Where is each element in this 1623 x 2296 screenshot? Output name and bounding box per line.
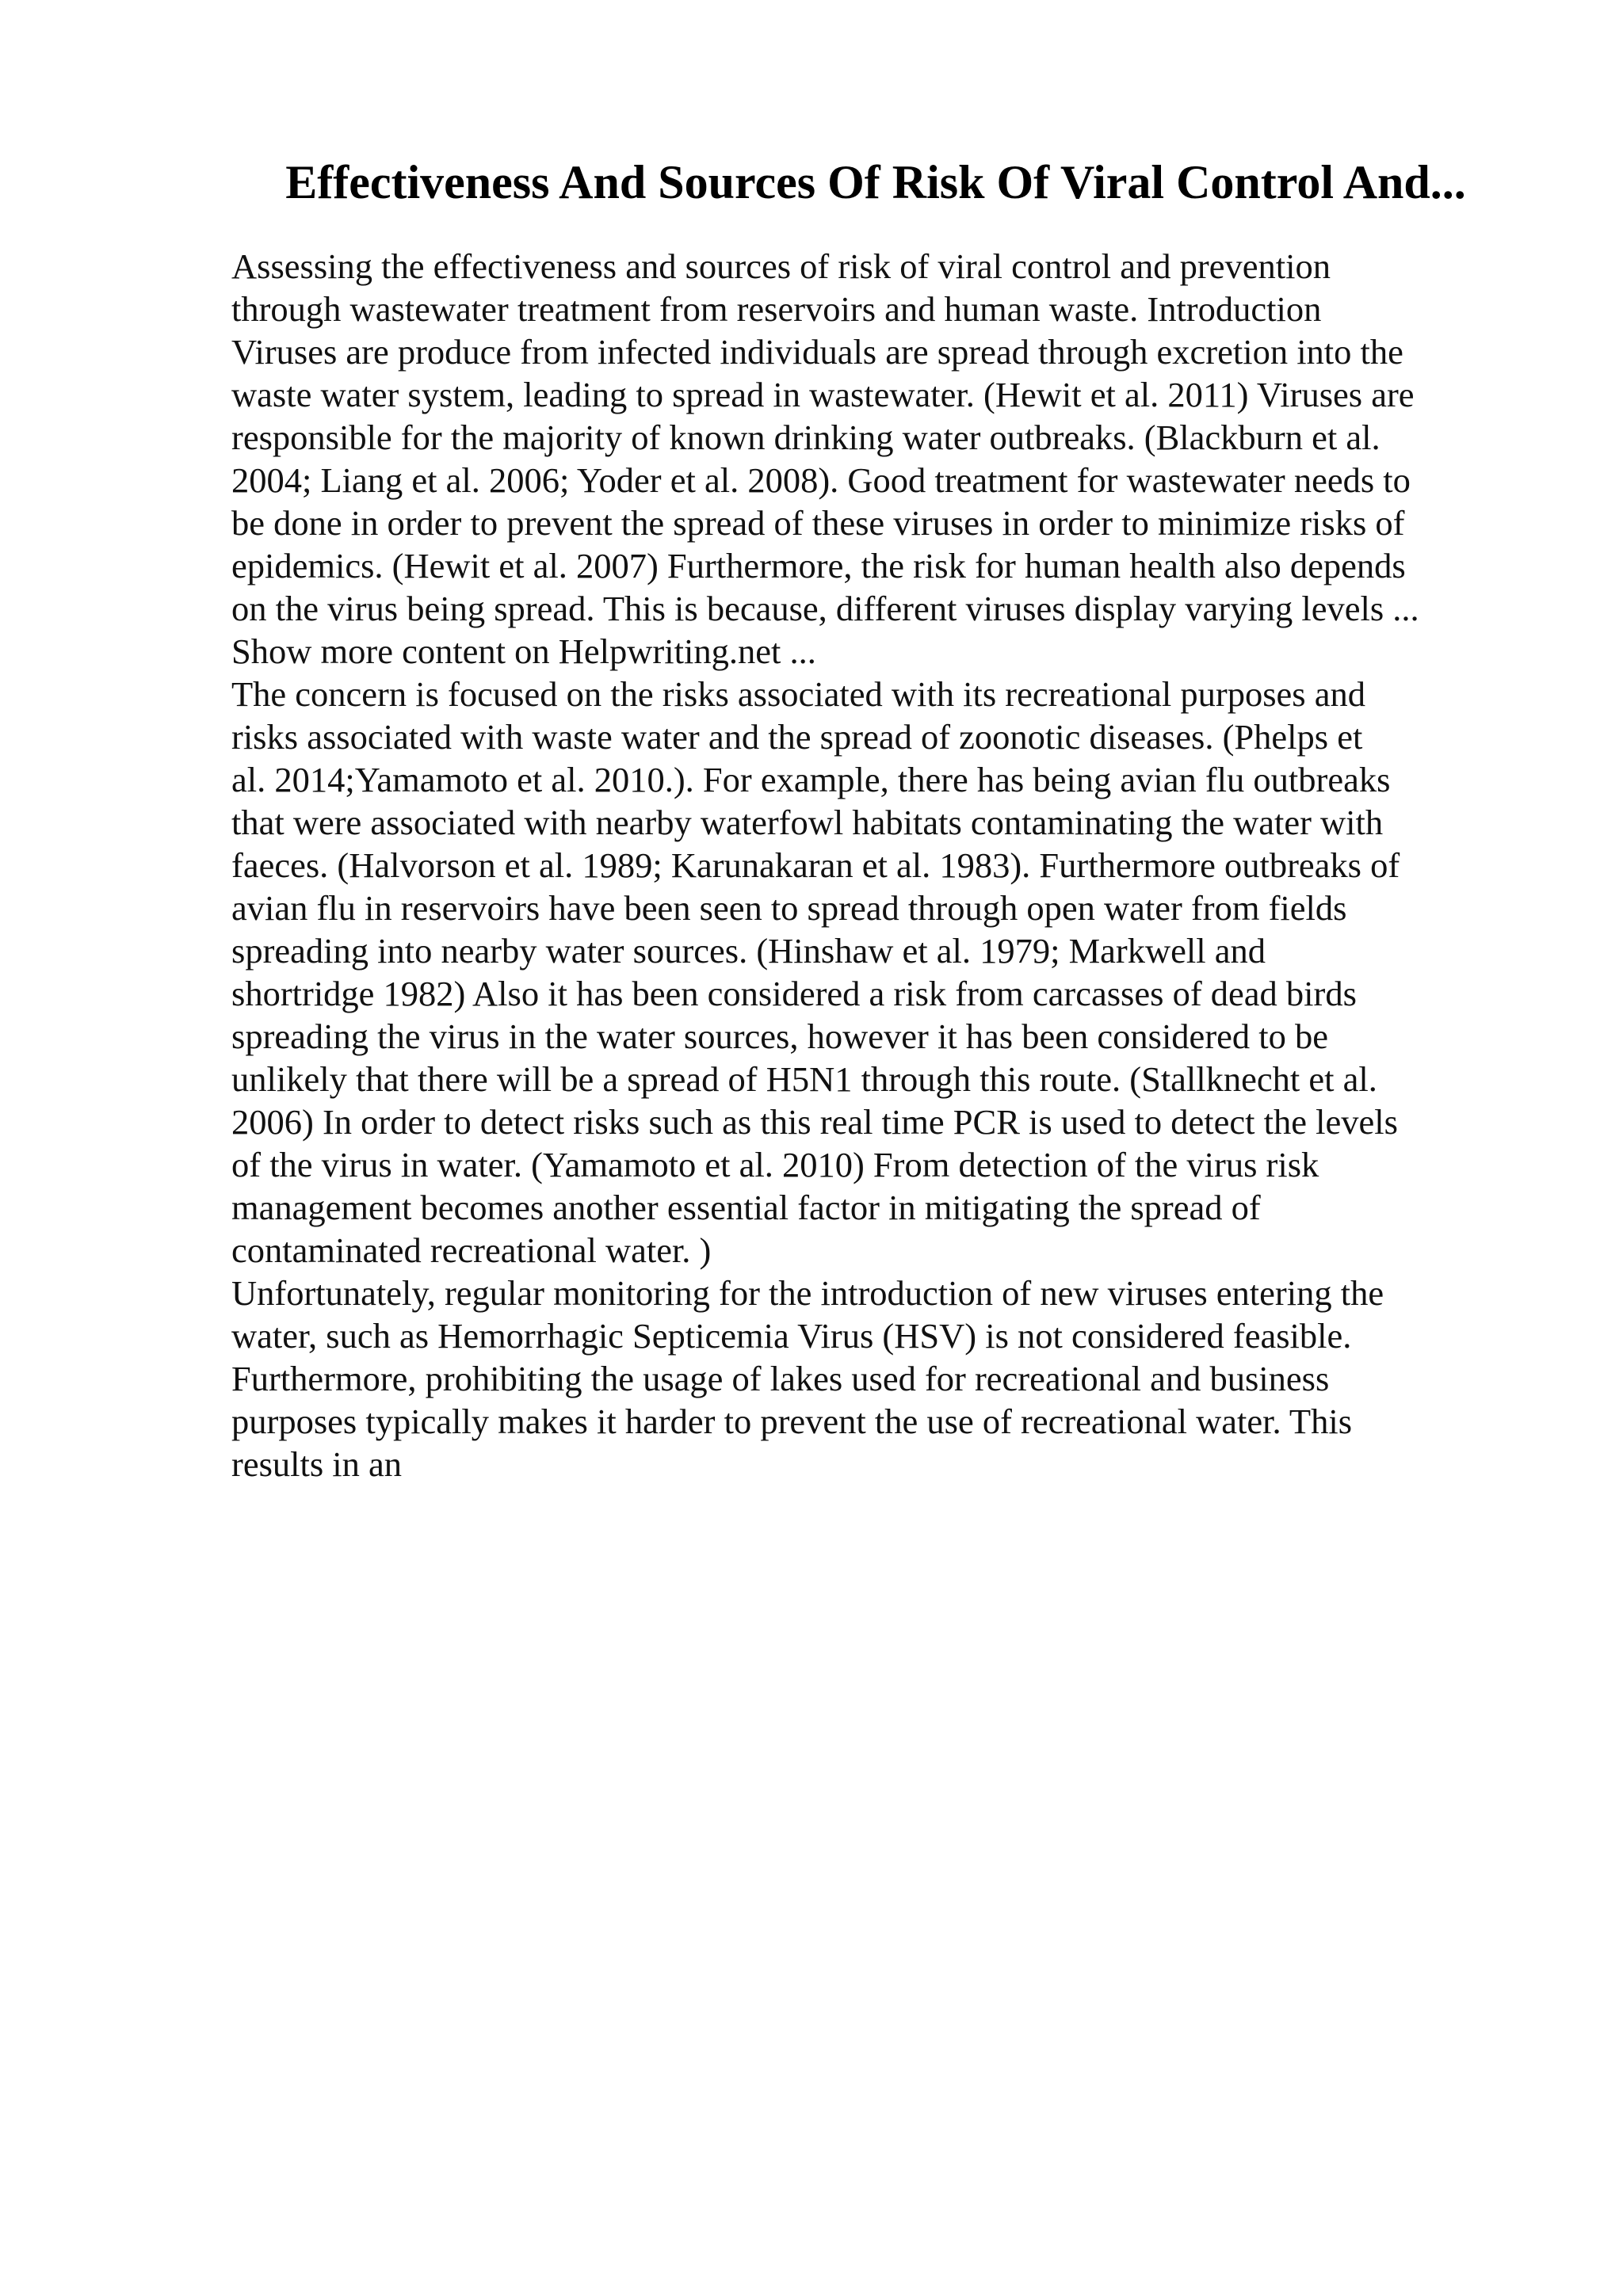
text-line: spreading into nearby water sources. (Hinshaw et al. 1979; Markwell and [231,931,1266,971]
text-line: purposes typically makes it harder to prevent the use of recreational water. This [231,1402,1353,1441]
text-line: Furthermore, prohibiting the usage of lakes used for recreational and business [231,1359,1330,1398]
text-line: spreading the virus in the water sources, however it has been considered to be [231,1016,1328,1056]
text-line: faeces. (Halvorson et al. 1989; Karunakaran et al. 1983). Furthermore outbreaks of [231,845,1400,885]
text-line: avian flu in reservoirs have been seen to spread through open water from fields [231,888,1347,928]
text-line: Unfortunately, regular monitoring for the introduction of new viruses entering the [231,1273,1384,1313]
text-line: contaminated recreational water. ) [231,1230,712,1270]
text-line: al. 2014;Yamamoto et al. 2010.). For example, there has being avian flu outbreaks [231,760,1391,799]
text-line: be done in order to prevent the spread of these viruses in order to minimize risks of [231,503,1405,543]
text-line: 2006) In order to detect risks such as this real time PCR is used to detect the levels [231,1102,1398,1142]
text-line: results in an [231,1444,403,1484]
paragraph-2 [231,673,1499,1272]
show-more-line: Show more content on Helpwriting.net ... [231,631,816,671]
document-body [231,245,1499,1486]
text-line: management becomes another essential factor in mitigating the spread of [231,1188,1261,1227]
text-line: Assessing the effectiveness and sources of risk of viral control and prevention [231,246,1331,286]
text-line: shortridge 1982) Also it has been considered a risk from carcasses of dead birds [231,974,1357,1013]
document-title: Effectiveness And Sources Of Risk Of Viral Control And... [285,156,1466,208]
text-line: 2004; Liang et al. 2006; Yoder et al. 2008). Good treatment for wastewater needs to [231,460,1411,500]
text-line: of the virus in water. (Yamamoto et al. 2010) From detection of the virus risk [231,1145,1319,1184]
text-line: risks associated with waste water and the spread of zoonotic diseases. (Phelps et [231,717,1363,757]
text-line: water, such as Hemorrhagic Septicemia Virus (HSV) is not considered feasible. [231,1316,1352,1356]
paragraph-3 [231,1272,1499,1486]
text-line: Viruses are produce from infected individuals are spread through excretion into the [231,332,1403,372]
text-line: epidemics. (Hewit et al. 2007) Furthermore, the risk for human health also depends [231,546,1406,585]
text-line: unlikely that there will be a spread of H5N1 through this route. (Stallknecht et al. [231,1059,1377,1099]
text-line: that were associated with nearby waterfowl habitats contaminating the water with [231,803,1384,842]
paragraph-1 [231,245,1499,673]
text-line: waste water system, leading to spread in wastewater. (Hewit et al. 2011) Viruses are [231,375,1415,414]
text-line: The concern is focused on the risks associated with its recreational purposes and [231,674,1365,714]
text-line: responsible for the majority of known drinking water outbreaks. (Blackburn et al. [231,418,1381,457]
text-line: through wastewater treatment from reservoirs and human waste. Introduction [231,289,1322,329]
text-line: on the virus being spread. This is because, different viruses display varying levels ... [231,589,1419,628]
